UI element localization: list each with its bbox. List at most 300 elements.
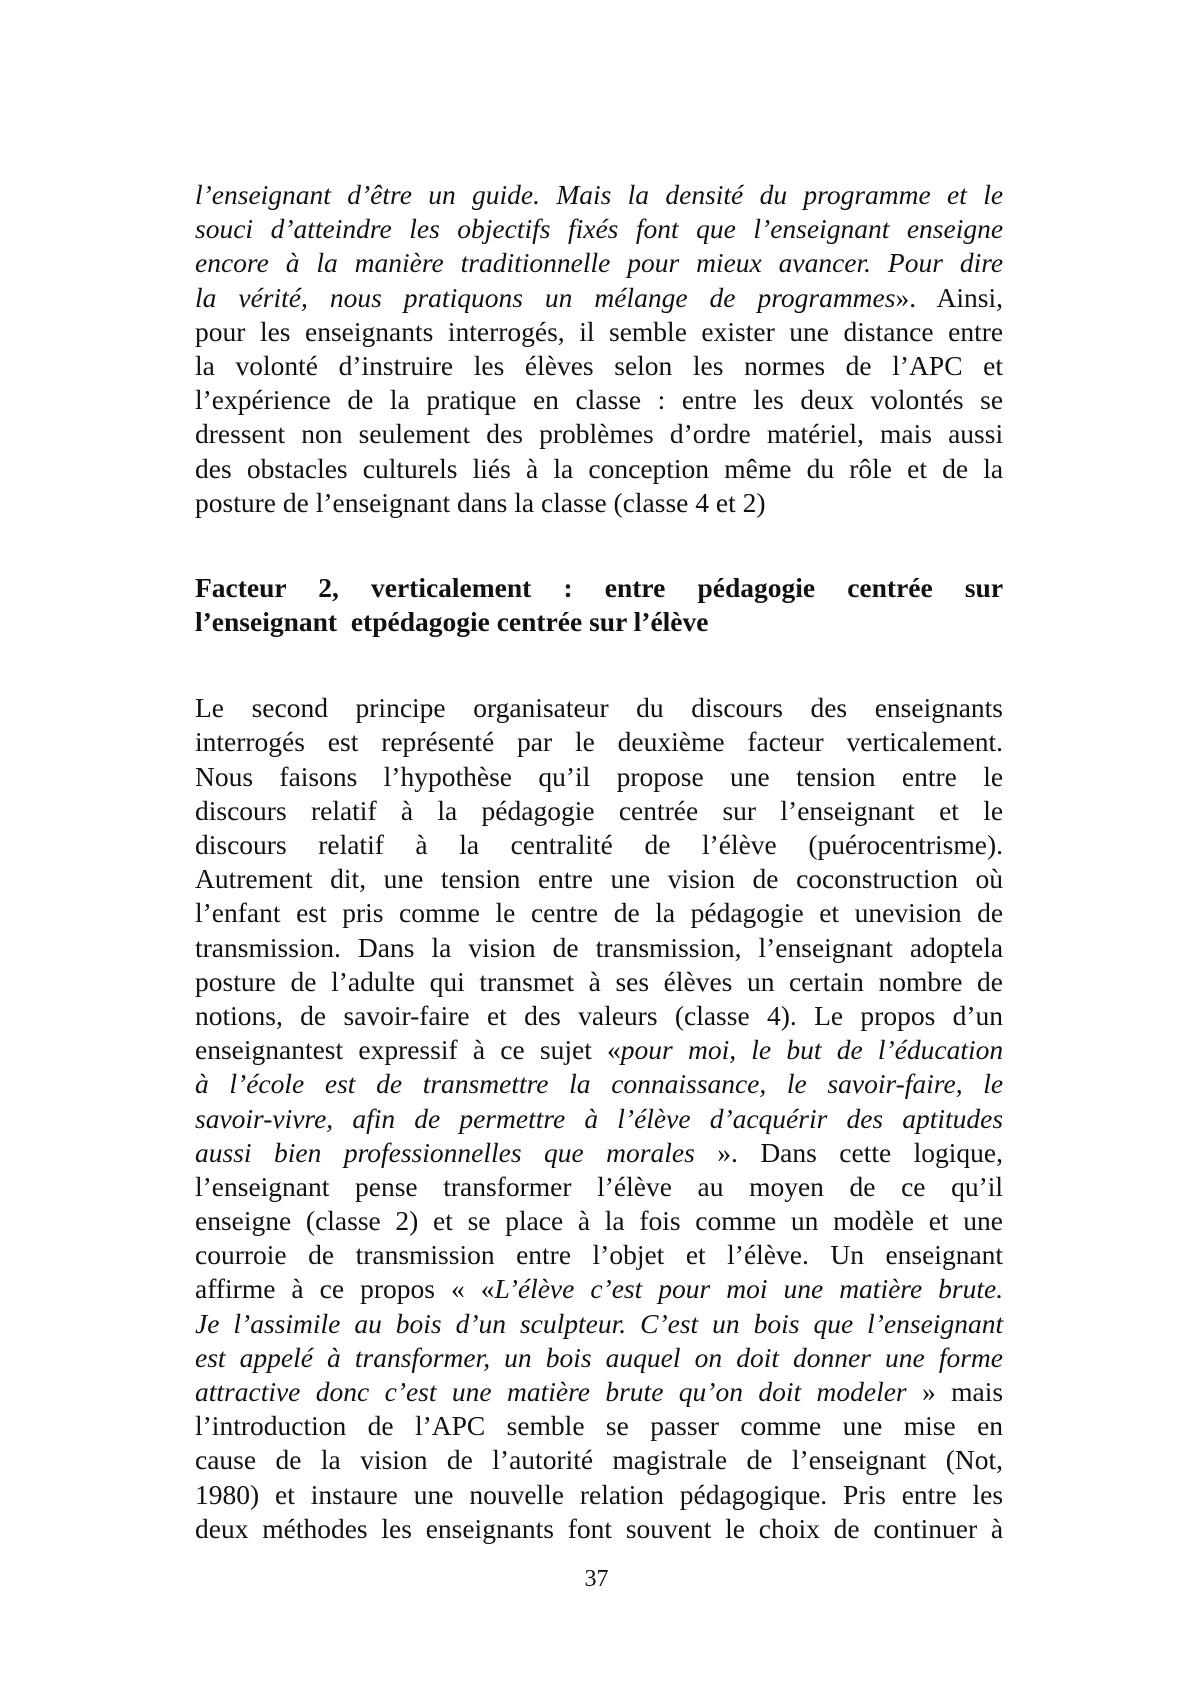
text-line xyxy=(195,691,1003,725)
word: matière xyxy=(507,1376,590,1407)
word: enseigne xyxy=(195,1205,292,1237)
word: Je xyxy=(195,1307,220,1339)
word: centrée xyxy=(618,794,699,826)
word: matière xyxy=(839,1273,923,1305)
text-line xyxy=(195,1102,1003,1136)
word: de xyxy=(836,1034,863,1066)
word: à xyxy=(577,1205,591,1237)
word: le xyxy=(786,1068,807,1100)
text-line xyxy=(195,725,1003,759)
word: se xyxy=(467,1205,491,1237)
word: pratiquons xyxy=(403,281,523,313)
word: à xyxy=(415,829,428,860)
word: les xyxy=(753,384,784,416)
word: classe xyxy=(541,486,607,518)
word: les xyxy=(692,349,724,381)
word: l’enseignant xyxy=(195,1170,330,1202)
text-line xyxy=(195,417,1003,451)
word: transmission. xyxy=(195,931,341,963)
word: l’assimile xyxy=(233,1307,341,1339)
word: l’enseignant xyxy=(791,1444,927,1476)
word: l’introduction xyxy=(195,1410,347,1442)
word: transmission, xyxy=(595,931,742,963)
text-line xyxy=(195,1067,1003,1101)
word: l’enseignant xyxy=(753,213,890,245)
text-line xyxy=(195,1272,1003,1306)
word: auquel xyxy=(605,1341,681,1373)
word: Le xyxy=(814,999,844,1031)
word: ses xyxy=(615,965,650,997)
word: font xyxy=(567,1512,613,1544)
word: afin xyxy=(352,1102,396,1134)
word: forme xyxy=(938,1341,1004,1373)
word: à xyxy=(285,247,300,279)
word: un xyxy=(544,281,573,313)
word: à xyxy=(584,1102,599,1134)
word: une xyxy=(610,863,651,895)
word: que xyxy=(696,213,736,245)
word: ». xyxy=(895,281,917,313)
word: ce xyxy=(500,1034,525,1066)
word: le xyxy=(983,179,1004,210)
word: enseignant xyxy=(885,1239,1004,1271)
word: l’enseignant xyxy=(780,794,915,826)
word: donc xyxy=(315,1376,370,1407)
text-line xyxy=(195,828,1003,862)
text-line xyxy=(195,178,1003,212)
word: une xyxy=(783,1273,824,1305)
word: aptitudes xyxy=(902,1102,1004,1134)
word: brute. xyxy=(938,1273,1004,1305)
word: volonté xyxy=(235,349,318,381)
word: l’hypothèse xyxy=(383,760,512,792)
word: transformer xyxy=(443,1170,572,1202)
word: d’ordre xyxy=(669,418,751,450)
word: est xyxy=(324,1068,356,1100)
word: second xyxy=(251,692,328,724)
word: fois xyxy=(639,1205,681,1237)
word: à xyxy=(195,1068,209,1100)
word: relation xyxy=(579,1478,664,1510)
word: la xyxy=(553,452,574,484)
text-line xyxy=(195,896,1003,930)
word: font xyxy=(635,213,679,245)
text-line xyxy=(195,383,1003,417)
text-line xyxy=(195,1238,1003,1272)
word: un xyxy=(746,965,775,997)
word: transformer, xyxy=(354,1341,491,1373)
word: ». xyxy=(717,1136,738,1168)
word: nous xyxy=(329,281,382,313)
word: une xyxy=(383,863,424,895)
text-line xyxy=(195,1307,1003,1341)
word: une xyxy=(451,1376,492,1407)
word: au xyxy=(354,1307,382,1339)
word: donner xyxy=(793,1341,871,1373)
word: et xyxy=(928,1205,949,1237)
word: pédagogique. xyxy=(679,1478,828,1510)
word: les xyxy=(259,315,291,347)
word: la xyxy=(459,829,480,860)
word: souvent xyxy=(625,1512,712,1544)
text-line xyxy=(195,1512,1003,1546)
word: pédagogie xyxy=(481,794,595,826)
word: un xyxy=(790,1205,819,1237)
word: enseignants xyxy=(425,1512,554,1544)
word: rôle xyxy=(849,452,892,484)
word: sur xyxy=(722,794,757,826)
word: l’APC xyxy=(892,349,963,381)
word: l’enfant xyxy=(195,897,281,929)
word: modeler xyxy=(816,1376,907,1407)
word: comme xyxy=(399,897,480,929)
word: mélange xyxy=(594,281,688,313)
word: est xyxy=(296,897,327,929)
word: qu’il xyxy=(951,1170,1004,1202)
word: le xyxy=(574,726,595,758)
word: c’est xyxy=(590,1273,643,1305)
word: savoir-faire xyxy=(343,999,470,1031)
word: la xyxy=(604,1205,625,1237)
text-line xyxy=(195,1170,1003,1204)
word: les xyxy=(409,213,440,245)
word: entre xyxy=(901,760,957,792)
word: une xyxy=(842,1410,883,1442)
word: en xyxy=(977,1410,1004,1442)
word: et xyxy=(907,452,928,484)
word: l’enseignant xyxy=(758,931,893,963)
text-line xyxy=(195,1478,1003,1512)
word: « xyxy=(480,1273,495,1305)
word: problèmes xyxy=(539,418,654,450)
word: centre xyxy=(530,897,599,929)
word: passer xyxy=(650,1410,719,1442)
word: la xyxy=(627,179,650,210)
word: représenté xyxy=(381,726,495,758)
word: la xyxy=(437,794,458,826)
word: nombre xyxy=(878,965,963,997)
word: tension xyxy=(440,863,521,895)
word: semble xyxy=(506,1410,585,1442)
paragraph-second-principle xyxy=(195,691,1003,1546)
word: de xyxy=(752,863,779,895)
word: une xyxy=(885,1341,925,1373)
word: d’un xyxy=(952,999,1004,1031)
word: Ainsi, xyxy=(936,281,1003,313)
text-line xyxy=(195,1443,1003,1477)
word: le xyxy=(495,897,516,929)
word: vision xyxy=(468,931,536,963)
word: (classe xyxy=(305,1205,381,1237)
word: qu’il xyxy=(538,760,591,792)
word: Le xyxy=(195,692,225,724)
word: de xyxy=(613,897,640,929)
word: à xyxy=(472,1034,486,1066)
word: la xyxy=(431,931,452,963)
word: savoir-vivre, xyxy=(195,1102,334,1134)
word: propos xyxy=(860,999,936,1031)
word: pour xyxy=(195,315,246,347)
word: moi, xyxy=(687,1034,737,1066)
word: mise xyxy=(903,1410,956,1442)
word: C’est xyxy=(640,1307,699,1339)
word: et xyxy=(715,486,736,518)
word: 1980) xyxy=(195,1478,260,1510)
word: de xyxy=(347,384,374,416)
word: vérité, xyxy=(238,281,308,313)
word: de xyxy=(849,1170,876,1202)
text-line xyxy=(195,1204,1003,1238)
text-line xyxy=(195,452,1003,486)
word: encore xyxy=(195,247,269,279)
word: ce xyxy=(901,1170,926,1202)
word: méthodes xyxy=(262,1512,368,1544)
word: pour xyxy=(627,247,680,279)
word: connaissance, xyxy=(611,1068,767,1100)
word: dit, xyxy=(330,863,367,895)
word: logique, xyxy=(913,1136,1004,1168)
word: deux xyxy=(800,384,854,416)
word: discours xyxy=(195,794,287,826)
text-line xyxy=(195,931,1003,965)
word: pratique xyxy=(426,384,517,416)
word: moi xyxy=(726,1273,768,1305)
text-line xyxy=(195,1375,1003,1409)
word: transmission xyxy=(355,1239,495,1271)
word: élèves xyxy=(663,965,733,997)
word: c’est xyxy=(384,1376,437,1407)
word: il xyxy=(579,315,595,347)
word: densité xyxy=(665,179,744,210)
word: de xyxy=(942,452,969,484)
word: de xyxy=(376,1068,403,1100)
word: des xyxy=(195,452,232,484)
word: sujet xyxy=(539,1034,592,1066)
word: savoir-faire, xyxy=(827,1068,963,1100)
word: de xyxy=(644,829,671,860)
word: pour xyxy=(620,1034,673,1066)
section-heading-facteur-2 xyxy=(195,571,1003,639)
word: pris xyxy=(342,897,384,929)
text-line xyxy=(195,965,1003,999)
word: instaure xyxy=(310,1478,398,1510)
word: les xyxy=(972,1478,1004,1510)
word: classe xyxy=(575,384,642,416)
word: exister xyxy=(701,315,775,347)
word: une xyxy=(730,760,770,792)
text-line xyxy=(195,1341,1003,1375)
document-page xyxy=(195,178,1003,1546)
word: à xyxy=(588,965,601,997)
heading-line: l’enseignant etpédagogie centrée sur l’élève xyxy=(195,606,709,638)
word: où xyxy=(975,863,1004,895)
word: est xyxy=(327,726,359,758)
word: qui xyxy=(429,965,465,997)
word: même xyxy=(724,452,792,484)
word: bois xyxy=(395,1307,442,1339)
word: objectifs xyxy=(457,213,551,245)
word: la xyxy=(983,452,1004,484)
word: permettre xyxy=(459,1102,566,1134)
word: 4). xyxy=(766,999,797,1031)
word: transmet xyxy=(479,965,575,997)
word: non xyxy=(301,418,343,450)
word: on xyxy=(694,1341,723,1373)
spacer xyxy=(195,520,1003,571)
word: conception xyxy=(588,452,710,484)
word: à xyxy=(291,1273,304,1305)
text-line xyxy=(195,246,1003,280)
word: (classe xyxy=(674,999,750,1031)
word: des xyxy=(486,418,523,450)
word: enseignantest xyxy=(195,1034,344,1066)
word: élèves xyxy=(524,349,594,381)
word: organisateur xyxy=(473,692,609,724)
word: nouvelle xyxy=(469,1478,565,1510)
word: à xyxy=(400,794,414,826)
word: que xyxy=(543,1136,584,1168)
word: unevision xyxy=(854,897,962,929)
word: ce xyxy=(319,1273,345,1305)
word: fixés xyxy=(567,213,619,245)
text-line xyxy=(195,349,1003,383)
word: des xyxy=(846,1102,884,1134)
word: l’objet xyxy=(592,1239,665,1271)
word: comme xyxy=(695,1205,777,1237)
word: les xyxy=(381,1512,412,1544)
word: Pris xyxy=(843,1478,886,1510)
word: de xyxy=(300,999,327,1031)
word: semble xyxy=(609,315,687,347)
page-number: 37 xyxy=(584,1566,609,1592)
word: cause xyxy=(195,1444,257,1476)
word: propose xyxy=(616,760,704,792)
word: (puérocentrisme). xyxy=(808,829,1004,860)
word: certain xyxy=(789,965,864,997)
word: de xyxy=(446,1444,473,1476)
word: un xyxy=(504,1341,532,1373)
word: de xyxy=(367,1410,394,1442)
word: de xyxy=(282,486,309,518)
word: la xyxy=(569,1068,591,1100)
text-line xyxy=(195,794,1003,828)
word: et xyxy=(983,349,1004,381)
word: l’éducation xyxy=(877,1034,1004,1066)
word: but xyxy=(786,1034,822,1066)
word: relatif xyxy=(310,794,377,826)
word: interrogés xyxy=(195,726,305,758)
word: mieux xyxy=(696,247,762,279)
word: seulement xyxy=(358,418,471,450)
word: du xyxy=(806,452,835,484)
word: un xyxy=(712,1307,740,1339)
word: professionnelles xyxy=(343,1136,522,1168)
word: des xyxy=(524,999,561,1031)
word: bien xyxy=(274,1136,322,1168)
word: et xyxy=(939,794,959,826)
word: l’enseignant xyxy=(315,486,451,518)
word: « xyxy=(607,1034,621,1066)
word: affirme xyxy=(195,1273,276,1305)
word: matériel, xyxy=(766,418,864,450)
word: l’adulte xyxy=(331,965,416,997)
word: Pour xyxy=(887,247,943,279)
word: : xyxy=(657,384,666,416)
word: dressent xyxy=(195,418,286,450)
word: principe xyxy=(355,692,446,724)
word: programmes xyxy=(757,281,896,313)
word: manière xyxy=(354,247,444,279)
word: brute xyxy=(605,1376,664,1407)
word: normes xyxy=(744,349,826,381)
word: culturels xyxy=(362,452,458,484)
word: mais xyxy=(951,1376,1004,1407)
word: du xyxy=(636,692,664,724)
word: et xyxy=(433,1205,453,1237)
text-line xyxy=(195,760,1003,794)
word: coconstruction xyxy=(796,863,958,895)
word: verticalement. xyxy=(846,726,1004,758)
word: le xyxy=(983,794,1004,826)
text-line xyxy=(195,1033,1003,1067)
text-line xyxy=(195,212,1003,246)
word: guide. xyxy=(472,179,541,210)
word: aussi xyxy=(948,418,1004,450)
text-line xyxy=(195,315,1003,349)
word: de xyxy=(845,349,872,381)
word: les xyxy=(473,349,505,381)
word: adoptela xyxy=(909,931,1004,963)
word: programme xyxy=(803,179,931,210)
word: entre xyxy=(681,384,737,416)
word: la xyxy=(655,897,676,929)
word: d’être xyxy=(347,179,412,210)
word: appelé xyxy=(239,1341,313,1373)
word: facteur xyxy=(747,726,824,758)
word: enseigne xyxy=(906,213,1004,245)
word: le xyxy=(751,1034,772,1066)
word: bois xyxy=(753,1307,800,1339)
word: aussi xyxy=(195,1136,252,1168)
word: courroie xyxy=(195,1239,287,1271)
word: Un xyxy=(830,1239,864,1271)
text-line xyxy=(195,281,1003,315)
spacer xyxy=(195,639,1003,691)
word: posture xyxy=(195,486,276,518)
word: par xyxy=(517,726,553,758)
word: se xyxy=(980,384,1004,416)
word: au xyxy=(697,1170,724,1202)
word: tension xyxy=(796,760,876,792)
word: entre xyxy=(516,1239,572,1271)
word: pour xyxy=(658,1273,711,1305)
word: l’enseignant xyxy=(195,179,331,210)
word: Nous xyxy=(195,760,254,792)
word: moyen xyxy=(749,1170,824,1202)
word: magistrale xyxy=(612,1444,728,1476)
word: 2) xyxy=(742,486,766,518)
word: pédagogie xyxy=(690,897,804,929)
word: des xyxy=(810,692,848,724)
word: d’instruire xyxy=(338,349,454,381)
word: dans xyxy=(456,486,508,518)
word: « xyxy=(450,1273,465,1305)
word: faisons xyxy=(279,760,358,792)
word: vision xyxy=(667,863,735,895)
word: de xyxy=(977,965,1003,997)
word: bois xyxy=(545,1341,592,1373)
word: et xyxy=(819,897,840,929)
